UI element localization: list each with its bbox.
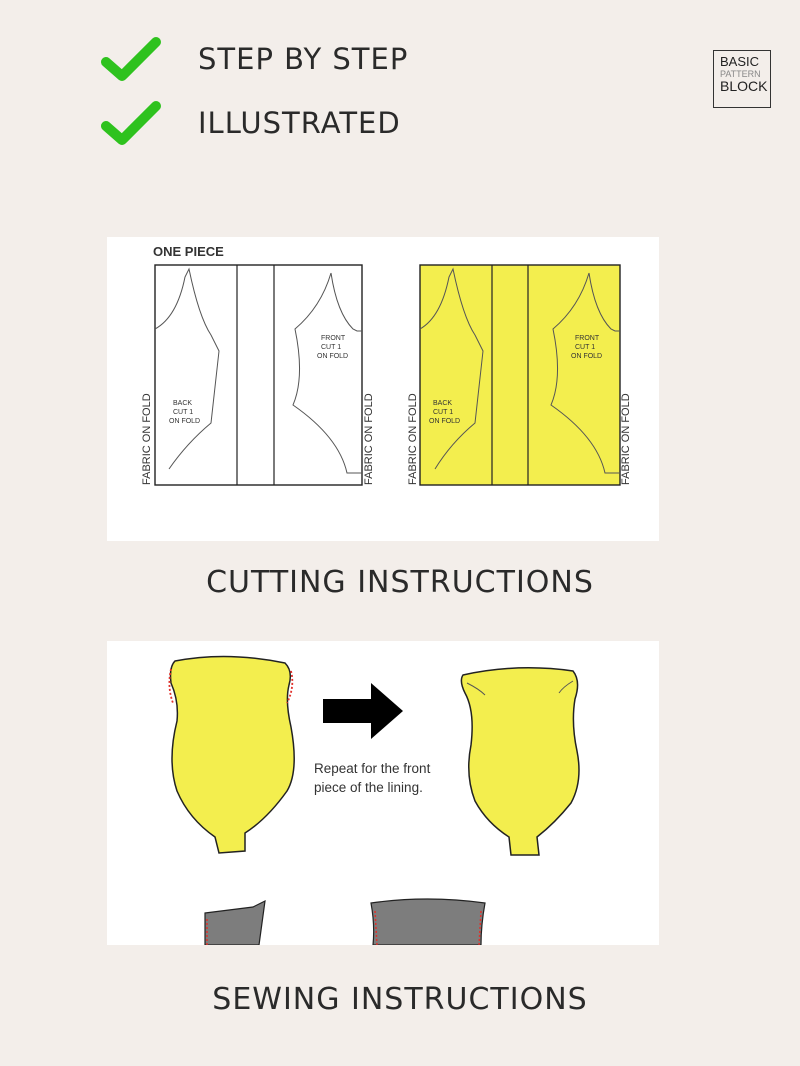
back-pattern-piece — [155, 269, 219, 469]
fold-label-left: FABRIC ON FOLD — [141, 393, 153, 485]
lining-piece — [205, 901, 265, 945]
lining-piece — [371, 899, 485, 945]
repeat-note: Repeat for the front piece of the lining. — [314, 761, 431, 795]
bodice-piece-stitched — [171, 656, 295, 853]
cutting-diagram — [107, 237, 659, 541]
sewing-diagram-panel — [107, 641, 659, 945]
checkmark-icon — [100, 100, 162, 148]
fabric-rect — [420, 265, 620, 485]
front-pattern-piece — [293, 273, 362, 473]
layout-filled — [407, 265, 632, 485]
arrow-right-icon — [323, 683, 403, 739]
front-label: FRONT CUT 1 ON FOLD — [317, 335, 349, 360]
sewing-diagram — [107, 641, 659, 945]
fabric-rect — [155, 265, 362, 485]
logo-line-1: BASIC — [720, 54, 760, 69]
checklist-label: STEP BY STEP — [198, 42, 409, 76]
checklist-label: ILLUSTRATED — [198, 106, 401, 140]
bodice-piece-finished — [461, 668, 579, 855]
checklist-item-illustrated — [100, 100, 401, 148]
checkmark-icon — [100, 36, 162, 84]
fold-label-left: FABRIC ON FOLD — [407, 393, 419, 485]
front-label: FRONT CUT 1 ON FOLD — [571, 335, 603, 360]
cutting-diagram-panel — [107, 237, 659, 541]
cutting-instructions-title: CUTTING INSTRUCTIONS — [206, 565, 594, 600]
sewing-instructions-title: SEWING INSTRUCTIONS — [212, 982, 588, 1017]
logo-line-3: BLOCK — [720, 78, 768, 94]
brand-logo — [713, 50, 771, 108]
layout-outline — [141, 265, 375, 485]
diagram-heading: ONE PIECE — [153, 244, 224, 259]
fold-label-right: FABRIC ON FOLD — [620, 393, 632, 485]
checklist-item-step-by-step — [100, 36, 409, 84]
logo-line-2: PATTERN — [720, 69, 761, 79]
fold-label-right: FABRIC ON FOLD — [363, 393, 375, 485]
back-label: BACK CUT 1 ON FOLD — [169, 400, 201, 425]
back-label: BACK CUT 1 ON FOLD — [429, 400, 461, 425]
